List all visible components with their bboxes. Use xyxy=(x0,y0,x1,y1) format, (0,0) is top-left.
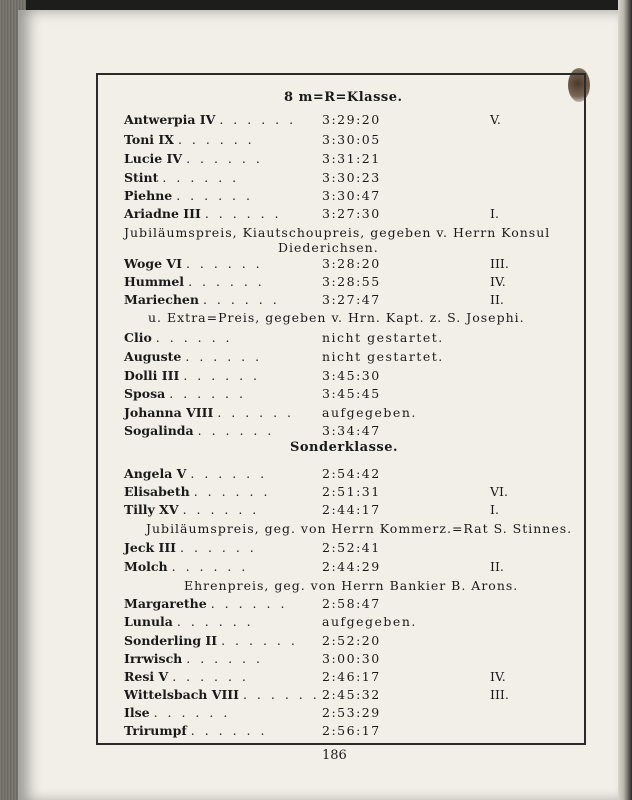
leader-dots: . . . . . . xyxy=(204,206,282,221)
entry-time: 2:54:42 xyxy=(322,466,381,481)
entry-name xyxy=(124,132,255,147)
boat-name: Trirumpf xyxy=(124,723,187,738)
entry-name xyxy=(124,368,260,383)
leader-dots: . . . . . . xyxy=(176,188,253,203)
entry-name xyxy=(124,687,320,702)
leader-dots: . . . . . . xyxy=(202,292,280,307)
entry-time: 3:45:30 xyxy=(322,368,381,383)
leader-dots: . . . . . . xyxy=(197,423,275,438)
leader-dots: . . . . . . xyxy=(186,151,263,166)
boat-name: Angela V xyxy=(124,466,187,481)
leader-dots: . . . . . . xyxy=(193,484,271,499)
entry-name xyxy=(124,723,267,738)
entry-rank: I. xyxy=(490,206,499,221)
entry-name xyxy=(124,405,294,420)
prize-note-stinnes: Jubiläumspreis, geg. von Herrn Kommerz.=Rat S. Stinnes. xyxy=(146,521,573,536)
entry-time: 2:56:17 xyxy=(322,723,381,738)
entry-time: 3:00:30 xyxy=(322,651,381,666)
leader-dots: . . . . . . xyxy=(185,349,263,364)
boat-name: Sonderling II xyxy=(124,633,218,648)
entry-time: 3:28:20 xyxy=(322,256,381,271)
boat-name: Hummel xyxy=(124,274,185,289)
boat-name: Elisabeth xyxy=(124,484,190,499)
boat-name: Mariechen xyxy=(124,292,199,307)
entry-name xyxy=(124,633,298,648)
entry-name xyxy=(124,274,265,289)
entry-time: 3:27:30 xyxy=(322,206,381,221)
boat-name: Wittelsbach VIII xyxy=(124,687,239,702)
boat-name: Resi V xyxy=(124,669,169,684)
entry-time: 2:53:29 xyxy=(322,705,381,720)
entry-rank: II. xyxy=(490,292,504,307)
boat-name: Jeck III xyxy=(124,540,177,555)
entry-time: 2:58:47 xyxy=(322,596,381,611)
entry-name xyxy=(124,651,263,666)
boat-name: Lucie IV xyxy=(124,151,183,166)
entry-name xyxy=(124,151,263,166)
entry-time: 2:46:17 xyxy=(322,669,381,684)
leader-dots: . . . . . . xyxy=(190,466,268,481)
leader-dots: . . . . . . xyxy=(176,614,254,629)
leader-dots: . . . . . . xyxy=(185,256,263,271)
prize-note-kiautschou-cont: Diederichsen. xyxy=(278,240,379,255)
leader-dots: . . . . . . xyxy=(217,405,295,420)
entry-rank: I. xyxy=(490,502,499,517)
heading-sonderklasse: Sonderklasse. xyxy=(290,440,399,455)
leader-dots: . . . . . . xyxy=(153,705,231,720)
boat-name: Johanna VIII xyxy=(124,405,214,420)
entry-time: 2:52:20 xyxy=(322,633,381,648)
boat-name: Molch xyxy=(124,559,168,574)
entry-name xyxy=(124,349,262,364)
entry-time: 3:31:21 xyxy=(322,151,381,166)
entry-name xyxy=(124,170,239,185)
entry-time: aufgegeben. xyxy=(322,405,417,420)
leader-dots: . . . . . . xyxy=(171,559,249,574)
boat-name: Sogalinda xyxy=(124,423,194,438)
entry-time: 3:27:47 xyxy=(322,292,381,307)
entry-time: 3:28:55 xyxy=(322,274,381,289)
boat-name: Irrwisch xyxy=(124,651,183,666)
leader-dots: . . . . . . xyxy=(210,596,288,611)
entry-name xyxy=(124,540,257,555)
boat-name: Sposa xyxy=(124,386,166,401)
entry-time: nicht gestartet. xyxy=(322,349,444,364)
entry-name xyxy=(124,386,246,401)
entry-rank: IV. xyxy=(490,274,506,289)
entry-name xyxy=(124,206,282,221)
entry-name xyxy=(124,559,248,574)
entry-time: aufgegeben. xyxy=(322,614,417,629)
entry-time: 3:34:47 xyxy=(322,423,381,438)
page-number: 186 xyxy=(322,748,347,763)
entry-time: 3:45:45 xyxy=(322,386,381,401)
boat-name: Piehne xyxy=(124,188,173,203)
entry-time: 2:44:17 xyxy=(322,502,381,517)
leader-dots: . . . . . . xyxy=(183,368,261,383)
entry-name xyxy=(124,112,296,127)
boat-name: Margarethe xyxy=(124,596,207,611)
leader-dots: . . . . . . xyxy=(188,274,265,289)
leader-dots: . . . . . . xyxy=(221,633,298,648)
entry-rank: II. xyxy=(490,559,504,574)
leader-dots: . . . . . . xyxy=(169,386,246,401)
entry-name xyxy=(124,484,270,499)
leader-dots: . . . . . . xyxy=(155,330,233,345)
entry-name xyxy=(124,614,254,629)
entry-name xyxy=(124,669,249,684)
entry-time: 3:30:23 xyxy=(322,170,381,185)
entry-time: 2:52:41 xyxy=(322,540,381,555)
entry-name xyxy=(124,423,274,438)
entry-rank: VI. xyxy=(490,484,508,499)
entry-name xyxy=(124,188,253,203)
heading-8m-r-klasse: 8 m=R=Klasse. xyxy=(284,90,403,105)
entry-name xyxy=(124,330,233,345)
entry-name xyxy=(124,292,280,307)
boat-name: Auguste xyxy=(124,349,182,364)
boat-name: Woge VI xyxy=(124,256,182,271)
prize-note-josephi: u. Extra=Preis, gegeben v. Hrn. Kapt. z. S. Josephi. xyxy=(148,310,525,325)
entry-name xyxy=(124,502,259,517)
boat-name: Lunula xyxy=(124,614,173,629)
entry-rank: V. xyxy=(490,112,501,127)
entry-time: 2:44:29 xyxy=(322,559,381,574)
boat-name: Ilse xyxy=(124,705,150,720)
boat-name: Ariadne III xyxy=(124,206,201,221)
entry-time: 2:51:31 xyxy=(322,484,381,499)
prize-note-arons: Ehrenpreis, geg. von Herrn Bankier B. Arons. xyxy=(184,578,519,593)
leader-dots: . . . . . . xyxy=(182,502,260,517)
boat-name: Antwerpia IV xyxy=(124,112,216,127)
entry-time: 3:30:05 xyxy=(322,132,381,147)
boat-name: Toni IX xyxy=(124,132,174,147)
leader-dots: . . . . . . xyxy=(186,651,263,666)
leader-dots: . . . . . . xyxy=(172,669,249,684)
boat-name: Tilly XV xyxy=(124,502,179,517)
boat-name: Clio xyxy=(124,330,152,345)
entry-time: nicht gestartet. xyxy=(322,330,444,345)
entry-name xyxy=(124,596,287,611)
entry-rank: III. xyxy=(490,256,509,271)
leader-dots: . . . . . . xyxy=(162,170,240,185)
entry-time: 3:29:20 xyxy=(322,112,381,127)
leader-dots: . . . . . . xyxy=(180,540,257,555)
leader-dots: . . . . . . xyxy=(190,723,268,738)
leader-dots: . . . . . . xyxy=(219,112,297,127)
prize-note-kiautschou: Jubiläumspreis, Kiautschoupreis, gegeben v. Herrn Konsul xyxy=(124,225,551,240)
entry-name xyxy=(124,466,267,481)
boat-name: Dolli III xyxy=(124,368,180,383)
boat-name: Stint xyxy=(124,170,159,185)
entry-time: 2:45:32 xyxy=(322,687,381,702)
leader-dots: . . . . . . xyxy=(242,687,320,702)
leader-dots: . . . . . . xyxy=(177,132,255,147)
page-edge-right xyxy=(618,0,632,800)
entry-rank: III. xyxy=(490,687,509,702)
entry-rank: IV. xyxy=(490,669,506,684)
entry-name xyxy=(124,256,263,271)
entry-time: 3:30:47 xyxy=(322,188,381,203)
entry-name xyxy=(124,705,230,720)
